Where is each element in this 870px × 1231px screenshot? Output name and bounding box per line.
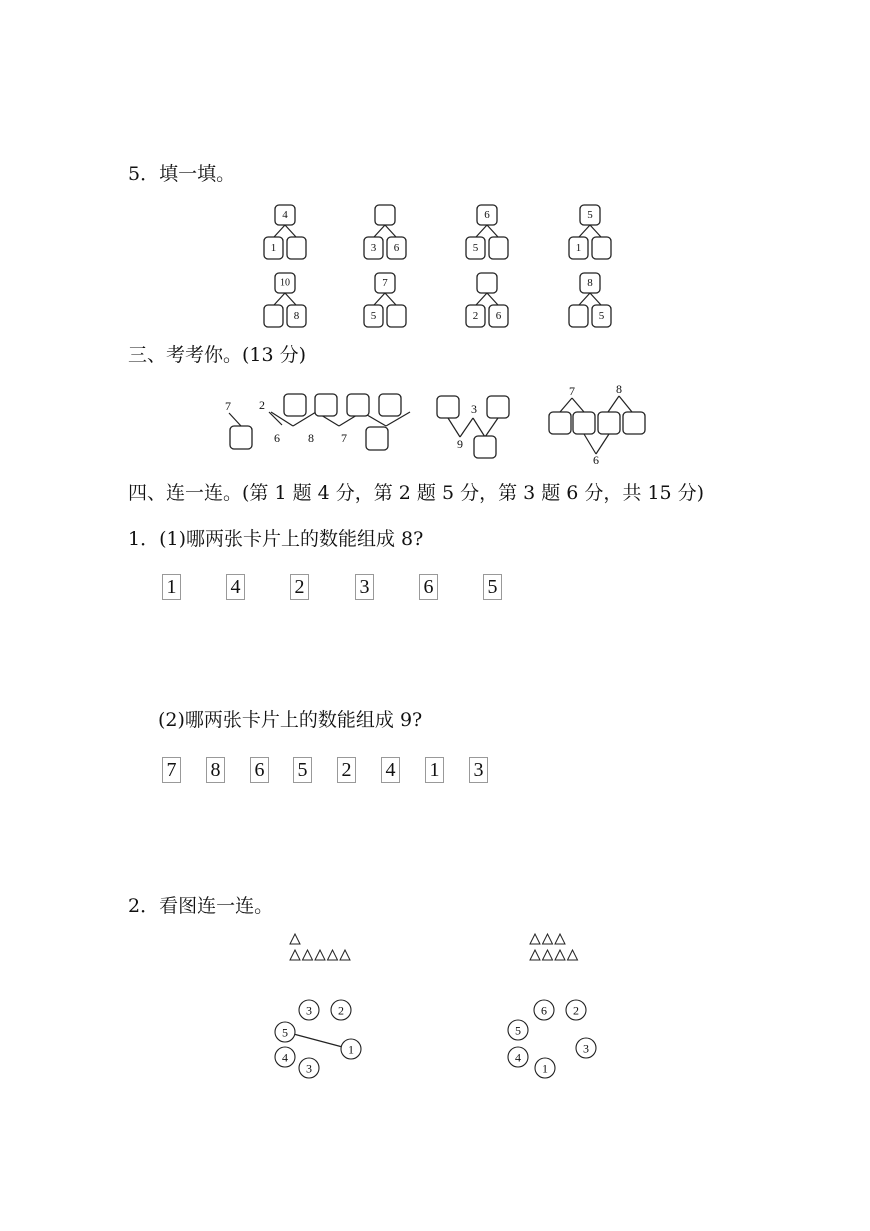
- circle-number: 2: [338, 1003, 344, 1018]
- tree-right-number: 8: [293, 310, 300, 322]
- number-card[interactable]: 1: [425, 757, 444, 783]
- circle-number: 5: [282, 1025, 288, 1040]
- tree-branch: [385, 293, 396, 305]
- triangle-icon: [328, 950, 338, 960]
- triangle-icon: [543, 934, 553, 944]
- tree-branch: [487, 293, 498, 305]
- chain-box: [623, 412, 645, 434]
- tree-top-number: 6: [484, 209, 490, 221]
- number-card[interactable]: 8: [206, 757, 225, 783]
- triangle-icon: [340, 950, 350, 960]
- connector-line: [608, 396, 619, 412]
- number-card[interactable]: 6: [419, 574, 438, 600]
- circle-number: 4: [515, 1050, 521, 1065]
- triangle-icon: [290, 950, 300, 960]
- chain-label: 7: [225, 399, 231, 413]
- chain-label: 9: [457, 437, 463, 451]
- tree-branch: [274, 293, 285, 305]
- tree-top-number: 4: [282, 209, 288, 221]
- tree-left-number: 5: [370, 310, 377, 322]
- circle-number: 1: [348, 1042, 354, 1057]
- tree-right-number: 6: [495, 310, 502, 322]
- tree-branch: [285, 225, 296, 237]
- connector-line: [572, 398, 584, 412]
- chain-box: [347, 394, 369, 416]
- number-card[interactable]: 3: [469, 757, 488, 783]
- triangle-icon: [315, 950, 325, 960]
- tree-right-box: [287, 237, 306, 259]
- tree-branch: [487, 225, 498, 237]
- q1-1-prompt: 1．(1)哪两张卡片上的数能组成 8?: [128, 528, 424, 550]
- tree-top-box: [375, 205, 395, 225]
- chain-box: [366, 427, 388, 450]
- chain-box: [315, 394, 337, 416]
- tree-branch: [579, 293, 590, 305]
- tree-branch: [274, 225, 285, 237]
- triangle-icon: [555, 950, 565, 960]
- triangle-icon: [303, 950, 313, 960]
- connector-line: [596, 434, 609, 454]
- connector-line: [460, 418, 473, 437]
- circle-number: 2: [573, 1003, 579, 1018]
- chain-box: [437, 396, 459, 418]
- connector-line: [485, 418, 498, 437]
- number-card[interactable]: 2: [337, 757, 356, 783]
- tree-top-number: 5: [587, 209, 593, 221]
- connector-line: [448, 418, 460, 437]
- chain-label: 3: [471, 402, 477, 416]
- tree-branch: [476, 225, 487, 237]
- number-card[interactable]: 1: [162, 574, 181, 600]
- chain-box: [549, 412, 571, 434]
- connector-line: [269, 412, 282, 425]
- tree-branch: [385, 225, 396, 237]
- q2-prompt: 2．看图连一连。: [128, 895, 274, 917]
- triangle-icon: [530, 950, 540, 960]
- tree-left-number: 1: [575, 242, 582, 254]
- connector-line: [473, 418, 485, 437]
- tree-right-number: 5: [598, 310, 605, 322]
- circle-number: 3: [306, 1003, 312, 1018]
- connector-line: [560, 398, 572, 412]
- tree-branch: [374, 225, 385, 237]
- tree-top-number: 8: [587, 277, 593, 289]
- tree-left-number: 1: [270, 242, 277, 254]
- tree-branch: [476, 293, 487, 305]
- chain-box: [230, 426, 252, 449]
- tree-right-box: [592, 237, 611, 259]
- chain-box: [474, 436, 496, 458]
- tree-left-number: 5: [472, 242, 479, 254]
- tree-branch: [374, 293, 385, 305]
- connector-line: [584, 434, 596, 454]
- tree-top-number: 7: [382, 277, 388, 289]
- circle-number: 3: [583, 1041, 589, 1056]
- chain-box: [379, 394, 401, 416]
- circle-number: 6: [541, 1003, 547, 1018]
- chain-box: [573, 412, 595, 434]
- tree-right-box: [489, 237, 508, 259]
- triangle-icon: [530, 934, 540, 944]
- chain-label: 6: [593, 453, 599, 467]
- tree-top-box: [477, 273, 497, 293]
- chain-box: [284, 394, 306, 416]
- section3-title: 三、考考你。(13 分): [128, 344, 307, 366]
- number-card[interactable]: 5: [483, 574, 502, 600]
- number-card[interactable]: 2: [290, 574, 309, 600]
- chain-box: [487, 396, 509, 418]
- tree-left-box: [569, 305, 588, 327]
- tree-left-box: [264, 305, 283, 327]
- number-card[interactable]: 4: [226, 574, 245, 600]
- tree-left-number: 3: [370, 242, 377, 254]
- chain-label: 8: [616, 382, 622, 396]
- answer-line: [286, 1032, 350, 1049]
- number-card[interactable]: 5: [293, 757, 312, 783]
- tree-branch: [590, 225, 601, 237]
- chain-label: 2: [259, 398, 265, 412]
- chain-box: [598, 412, 620, 434]
- tree-left-number: 2: [472, 310, 479, 322]
- number-card[interactable]: 7: [162, 757, 181, 783]
- tree-branch: [590, 293, 601, 305]
- chain-label: 6: [274, 431, 280, 445]
- circle-number: 4: [282, 1050, 288, 1065]
- connector-line: [619, 396, 632, 412]
- tree-top-number: 10: [280, 277, 290, 289]
- chain-label: 7: [341, 431, 347, 445]
- q5-title: 5．填一填。: [128, 163, 236, 185]
- tree-branch: [579, 225, 590, 237]
- circle-number: 5: [515, 1023, 521, 1038]
- tree-right-number: 6: [393, 242, 400, 254]
- triangle-icon: [290, 934, 300, 944]
- circle-number: 3: [306, 1061, 312, 1076]
- number-card[interactable]: 3: [355, 574, 374, 600]
- circle-number: 1: [542, 1061, 548, 1076]
- chain-label: 7: [569, 384, 575, 398]
- triangle-icon: [555, 934, 565, 944]
- triangle-icon: [568, 950, 578, 960]
- q1-2-prompt: (2)哪两张卡片上的数能组成 9?: [158, 709, 423, 731]
- number-card[interactable]: 4: [381, 757, 400, 783]
- number-card[interactable]: 6: [250, 757, 269, 783]
- triangle-icon: [543, 950, 553, 960]
- section4-title: 四、连一连。(第 1 题 4 分，第 2 题 5 分，第 3 题 6 分，共 15 分): [128, 482, 705, 504]
- tree-right-box: [387, 305, 406, 327]
- tree-branch: [285, 293, 296, 305]
- chain-label: 8: [308, 431, 314, 445]
- connector-line: [229, 413, 241, 426]
